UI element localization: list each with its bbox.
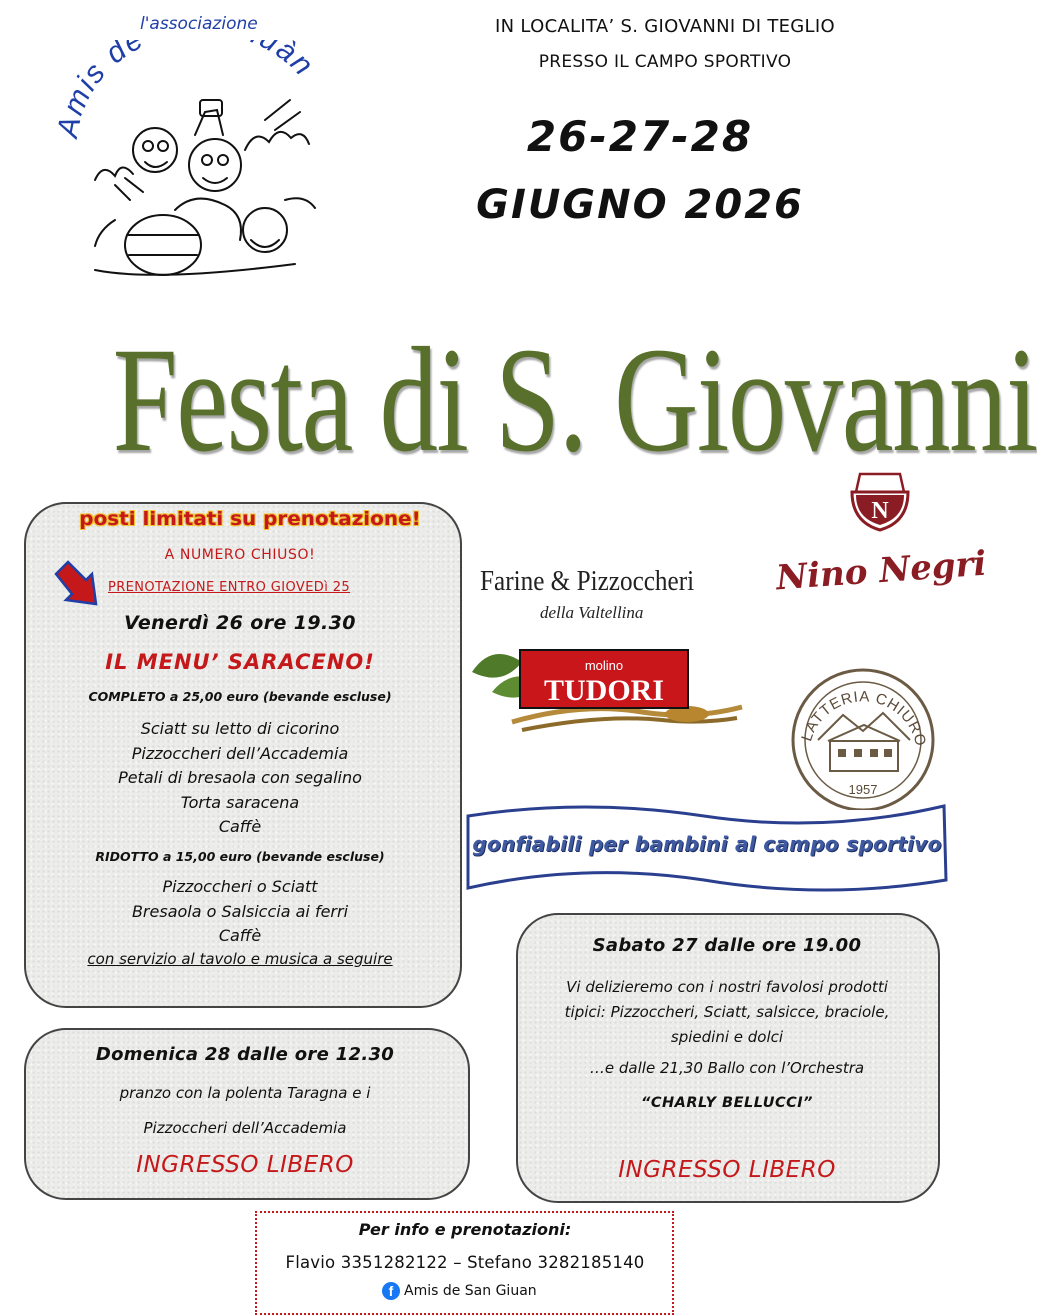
closed-number-notice: A NUMERO CHIUSO! <box>164 547 316 563</box>
booking-deadline: PRENOTAZIONE ENTRO GIOVEDì 25 <box>108 580 351 595</box>
festival-title: Festa di S. Giovanni <box>112 317 1037 483</box>
association-label: l'associazione <box>140 14 258 34</box>
menu-title: IL MENU’ SARACENO! <box>105 650 375 674</box>
menu-item: Caffè <box>218 817 262 837</box>
saturday-desc-line: Vi delizieremo con i nostri favolosi prodotti <box>566 978 888 996</box>
association-logo <box>55 40 340 300</box>
nino-initial: N <box>871 498 889 524</box>
info-phones: Flavio 3351282122 – Stefano 3282185140 <box>285 1253 645 1272</box>
full-menu-list <box>40 717 440 840</box>
saturday-entry: INGRESSO LIBERO <box>618 1157 836 1183</box>
event-dates: 26-27-28 <box>526 112 754 161</box>
menu-item: Caffè <box>218 926 262 946</box>
arrow-icon <box>52 560 104 608</box>
full-menu-price: COMPLETO a 25,00 euro (bevande escluse) <box>88 689 392 704</box>
menu-item: Petali di bresaola con segalino <box>118 768 362 788</box>
kids-banner-text: gonfiabili per bambini al campo sportivo <box>472 832 942 856</box>
saturday-desc-line: spiedini e dolci <box>670 1028 784 1046</box>
sunday-title: Domenica 28 dalle ore 12.30 <box>95 1044 395 1065</box>
orchestra-name: “CHARLY BELLUCCI” <box>641 1095 813 1111</box>
saturday-title: Sabato 27 dalle ore 19.00 <box>592 935 862 956</box>
location-line-1: IN LOCALITA’ S. GIOVANNI DI TEGLIO <box>495 16 835 37</box>
facebook-link[interactable] <box>382 1282 537 1300</box>
location-line-2: PRESSO IL CAMPO SPORTIVO <box>538 52 792 72</box>
saturday-description <box>530 975 924 1050</box>
facebook-page-name: Amis de San Giuan <box>404 1283 537 1299</box>
facebook-icon: f <box>382 1282 400 1300</box>
friday-title: Venerdì 26 ore 19.30 <box>124 612 356 634</box>
association-name: mis de uàn <box>56 40 321 120</box>
sunday-line-2: Pizzoccheri dell’Accademia <box>143 1119 347 1137</box>
menu-item: Pizzoccheri dell’Accademia <box>131 743 349 763</box>
menu-item: Torta saracena <box>180 792 300 812</box>
latteria-name: LATTERIA CHIURO <box>798 688 930 749</box>
menu-item: Pizzoccheri o Sciatt <box>162 877 318 896</box>
nino-negri-wordmark: Nino Negri <box>774 543 988 599</box>
menu-item: Sciatt su letto di cicorino <box>140 719 340 738</box>
menu-item: Bresaola o Salsiccia ai ferri <box>131 901 349 921</box>
latteria-year: 1957 <box>848 782 878 797</box>
reduced-menu-price: RIDOTTO a 15,00 euro (bevande escluse) <box>95 849 385 864</box>
nino-negri-logo <box>774 470 988 610</box>
limited-seats-notice: posti limitati su prenotazione! <box>79 508 421 530</box>
saturday-dance: …e dalle 21,30 Ballo con l’Orchestra <box>589 1059 865 1077</box>
sunday-line-1: pranzo con la polenta Taragna e i <box>119 1084 371 1102</box>
farine-title: Farine & Pizzoccheri <box>480 566 695 597</box>
molino-small-label: molino <box>584 658 624 673</box>
latteria-chiuro-logo <box>788 665 938 810</box>
service-note: con servizio al tavolo e musica a seguire <box>87 950 393 968</box>
farine-subtitle: della Valtellina <box>540 603 644 622</box>
sunday-entry: INGRESSO LIBERO <box>136 1152 354 1178</box>
event-month-year: GIUGNO 2026 <box>476 182 804 228</box>
tudori-label: TUDORI <box>543 674 665 707</box>
info-title: Per info e prenotazioni: <box>358 1220 572 1239</box>
saturday-desc-line: tipici: Pizzoccheri, Sciatt, salsicce, braciole, <box>564 1003 890 1021</box>
molino-tudori-logo <box>462 632 747 744</box>
reduced-menu-list <box>40 875 440 949</box>
